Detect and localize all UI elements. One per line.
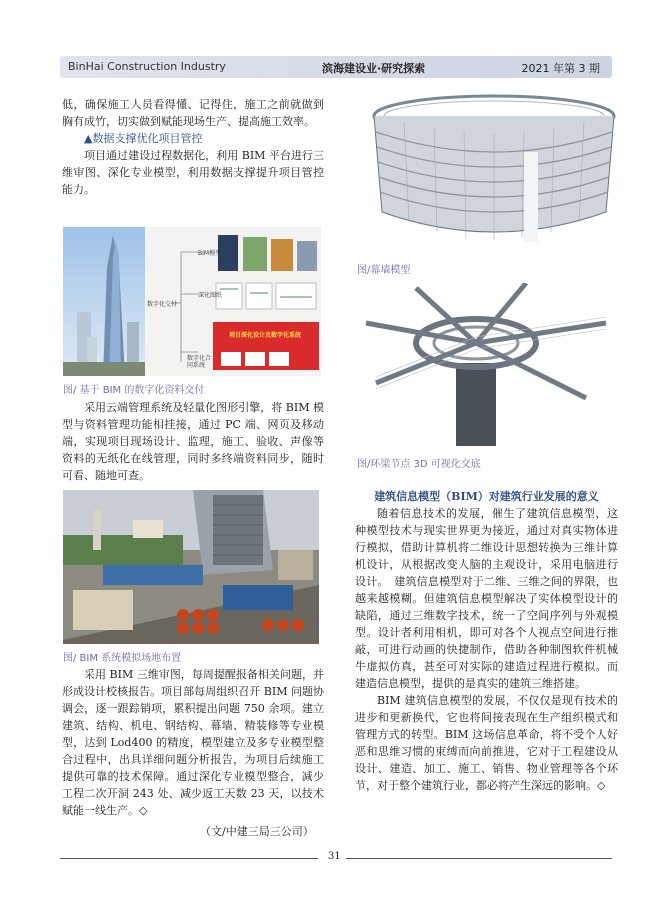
footer-rule-right bbox=[346, 858, 612, 859]
article-credit: （文/中建三局三公司） bbox=[200, 825, 314, 838]
fig1-contract-label: 数字化合同系统 bbox=[187, 355, 212, 369]
figure-site-layout bbox=[63, 490, 319, 644]
left-column-middle bbox=[62, 399, 324, 484]
left-paragraph-3: 采用云端管理系统及轻量化图形引擎，将 BIM 模型与资料管理功能相挂接，通过 PC 端、网页及移动端，实现项目现场设计、监理，施工、验收、声像等资料的无纸化在线管理，同时多终端资料同步，随时可看、随地可查。 bbox=[62, 401, 324, 482]
section-title: 滨海建设业·研究探索 bbox=[322, 62, 426, 75]
digital-delivery-illustration bbox=[63, 227, 321, 376]
fig1-banner-label: 项目深化设计及数字化系统 bbox=[228, 332, 301, 339]
left-paragraph-1: 低，确保施工人员看得懂、记得住，施工之前就做到胸有成竹，切实做到赋能现场生产、提高施工效率。 bbox=[62, 98, 324, 128]
right-paragraph-2: BIM 建筑信息模型的发展，不仅仅是现有技术的进步和更新换代，它也将间接表现在生产组织模式和管理方式的转型。BIM 这场信息革命，将不受个人好恶和思维习惯的束缚而向前推进，它对于工程建设从设计、建造、加工、施工、销售、物业管理等各个环节，对于整个建筑行业，都必将产生深远的影响。◇ bbox=[355, 694, 618, 792]
footer-rule-left bbox=[60, 858, 318, 859]
ring-beam-illustration bbox=[356, 283, 622, 446]
page-number: 31 bbox=[328, 851, 341, 862]
caption-digital-delivery: 图/ 基于 BIM 的数字化资料交付 bbox=[63, 385, 205, 396]
fig1-main-label: 数字化交付 bbox=[147, 301, 178, 308]
caption-site-layout: 图/ BIM 系统模拟场地布置 bbox=[63, 653, 182, 664]
figure-digital-delivery bbox=[63, 227, 321, 376]
journal-name: BinHai Construction Industry bbox=[68, 60, 226, 73]
caption-curtain-wall: 图/幕墙模型 bbox=[357, 265, 411, 276]
section-heading: 建筑信息模型（BIM）对建筑行业发展的意义 bbox=[374, 490, 599, 503]
left-column-bottom bbox=[62, 666, 324, 819]
site-layout-illustration bbox=[63, 490, 319, 644]
left-column-top bbox=[62, 96, 324, 198]
left-subheading: ▲数据支撑优化项目管控 bbox=[84, 132, 203, 145]
fig1-bim-label: BIM模型 bbox=[198, 250, 222, 257]
curtain-wall-illustration bbox=[354, 92, 616, 256]
running-header bbox=[60, 56, 612, 78]
figure-curtain-wall bbox=[354, 92, 616, 256]
right-paragraph-1: 随着信息技术的发展，催生了建筑信息模型，这种模型技术与现实世界更为接近，通过对真实物体进行模拟，借助计算机将二维设计思想转换为三维计算机设计，从根据改变人脑的主观设计，采用电脑进行设计。 建筑信息模型对于二维、三维之间的界限，也越来越模糊。但建筑信息模型解决了实体模型设计的缺陷，通过三维数字技术，统一了空间序列与外观模型。设计者利用相机，即可对各个人视点空间进行推敲，可进行动画的快捷制作，借助各种制图软件机械牛虚拟仿真，甚至可对实际的建造过程进行模拟。而建造信息模型，提供的是真实的建筑三维搭建。 bbox=[355, 507, 618, 690]
left-paragraph-2: 项目通过建设过程数据化，利用 BIM 平台进行三维审图、深化专业模型，利用数据支撑提升项目管控能力。 bbox=[62, 149, 324, 196]
right-column-text bbox=[355, 488, 618, 794]
fig1-drawing-label: 深化图纸 bbox=[198, 292, 223, 299]
figure-ring-beam-node bbox=[356, 283, 622, 446]
issue-number: 2021 年第 3 期 bbox=[521, 62, 600, 75]
left-paragraph-4: 采用 BIM 三维审图，每周提醒报备相关问题，并形成设计校核报告。项目部每周组织召开 BIM 问题协调会，逐一跟踪销项，累积提出问题 750 余项。建立建筑、结构、机电、钢结构、幕墙、精装修等专业模型，达到 Lod400 的精度，模型建立及多专业模型整合过程中，出具详细问题分析报告，为项目后续施工提供可靠的技术保障。通过深化专业模型整合，减少工程二次开洞 243 处、减少返工天数 23 天，以技术赋能一线生产。◇ bbox=[62, 668, 324, 817]
caption-ring-beam: 图/环梁节点 3D 可视化交底 bbox=[357, 459, 481, 470]
